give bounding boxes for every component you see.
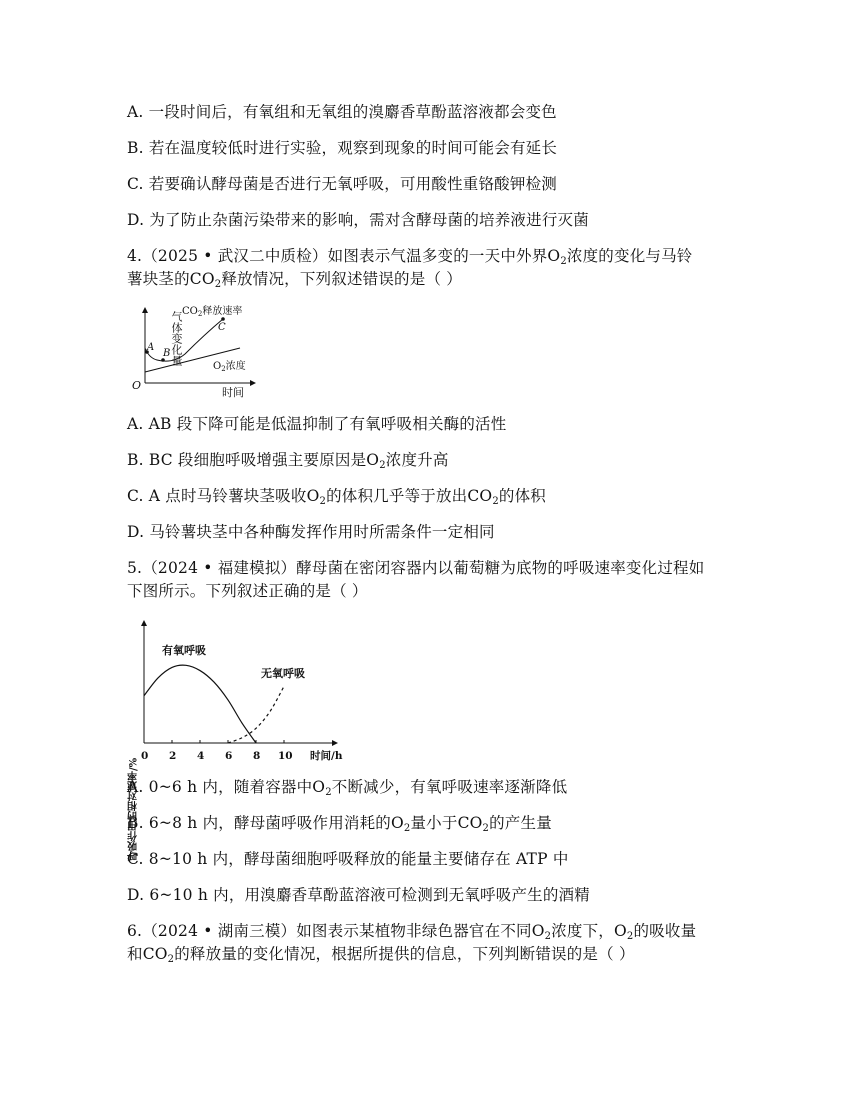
q4-point-b: B <box>163 348 171 359</box>
q5-x-tick-label: 10 <box>278 750 293 762</box>
q5-x-tick-label: 8 <box>253 750 261 762</box>
q5-x-tick-label: 2 <box>169 750 177 762</box>
q5-x-tick-label: 6 <box>225 750 233 762</box>
q3-option-a: A. 一段时间后，有氧组和无氧组的溴麝香草酚蓝溶液都会变色 <box>127 103 557 121</box>
q4-point-c-dot <box>221 317 225 321</box>
q4-line-label: $O_2$浓度 <box>213 361 246 373</box>
q5-x-tick-label: 4 <box>197 750 205 762</box>
q4-curve-label: $CO_2$释放速率 <box>182 306 243 318</box>
q4-option-b: B. BC 段细胞呼吸增强主要原因是$O_2$浓度升高 <box>127 451 449 471</box>
q5-option-b: B. 6~8 h 内，酵母菌呼吸作用消耗的$O_2$量小于$CO_2$的产生量 <box>127 814 552 834</box>
q5-series-aerobic <box>144 665 256 743</box>
q5-option-c: C. 8~10 h 内，酵母菌细胞呼吸释放的能量主要储存在 ATP 中 <box>127 850 569 868</box>
q3-option-c: C. 若要确认酵母菌是否进行无氧呼吸，可用酸性重铬酸钾检测 <box>127 175 557 193</box>
q4-option-a: A. AB 段下降可能是低温抑制了有氧呼吸相关酶的活性 <box>127 415 507 433</box>
q4-point-c: C <box>218 322 226 333</box>
q4-xlabel: 时间 <box>222 386 244 399</box>
q5-stem-line1: 5.（2024 • 福建模拟）酵母菌在密闭容器内以葡萄糖为底物的呼吸速率变化过程如 <box>127 559 705 577</box>
q6-stem-line1: 6.（2024 • 湖南三模）如图表示某植物非绿色器官在不同$O_2$浓度下，$O_2$的吸收量 <box>127 922 697 942</box>
q4-option-c: C. A 点时马铃薯块茎吸收$O_2$的体积几乎等于放出$CO_2$的体积 <box>127 487 547 507</box>
q4-stem-line1: 4.（2025 • 武汉二中质检）如图表示气温多变的一天中外界$O_2$浓度的变化与马铃 <box>127 247 693 267</box>
q3-option-d: D. 为了防止杂菌污染带来的影响，需对含酵母菌的培养液进行灭菌 <box>127 211 589 229</box>
q4-point-a: A <box>147 342 155 353</box>
q5-option-d: D. 6~10 h 内，用溴麝香草酚蓝溶液可检测到无氧呼吸产生的酒精 <box>127 886 590 904</box>
q5-xlabel: 时间/h <box>310 750 343 762</box>
q5-x-tick-label: 0 <box>141 750 149 762</box>
q5-series-aerobic-label: 有氧呼吸 <box>162 644 206 657</box>
q4-figure <box>125 298 265 400</box>
q6-stem-line2: 和$CO_2$的释放量的变化情况，根据所提供的信息，下列判断错误的是（ ） <box>127 945 635 965</box>
q5-ylabel: 呼吸作用的相对速率/% <box>128 757 140 861</box>
q5-stem-line2: 下图所示。下列叙述正确的是（ ） <box>127 582 368 600</box>
q4-origin: O <box>132 379 142 392</box>
q5-option-a: A. 0~6 h 内，随着容器中$O_2$不断减少，有氧呼吸速率逐渐降低 <box>127 778 568 798</box>
q4-ylabel: 气体变化量 <box>128 311 183 324</box>
q4-stem-line2: 薯块茎的$CO_2$释放情况，下列叙述错误的是（ ） <box>127 270 462 290</box>
q3-option-b: B. 若在温度较低时进行实验，观察到现象的时间可能会有延长 <box>127 139 558 157</box>
q5-series-anaerobic-label: 无氧呼吸 <box>261 667 305 680</box>
q4-option-d: D. 马铃薯块茎中各种酶发挥作用时所需条件一定相同 <box>127 523 495 541</box>
